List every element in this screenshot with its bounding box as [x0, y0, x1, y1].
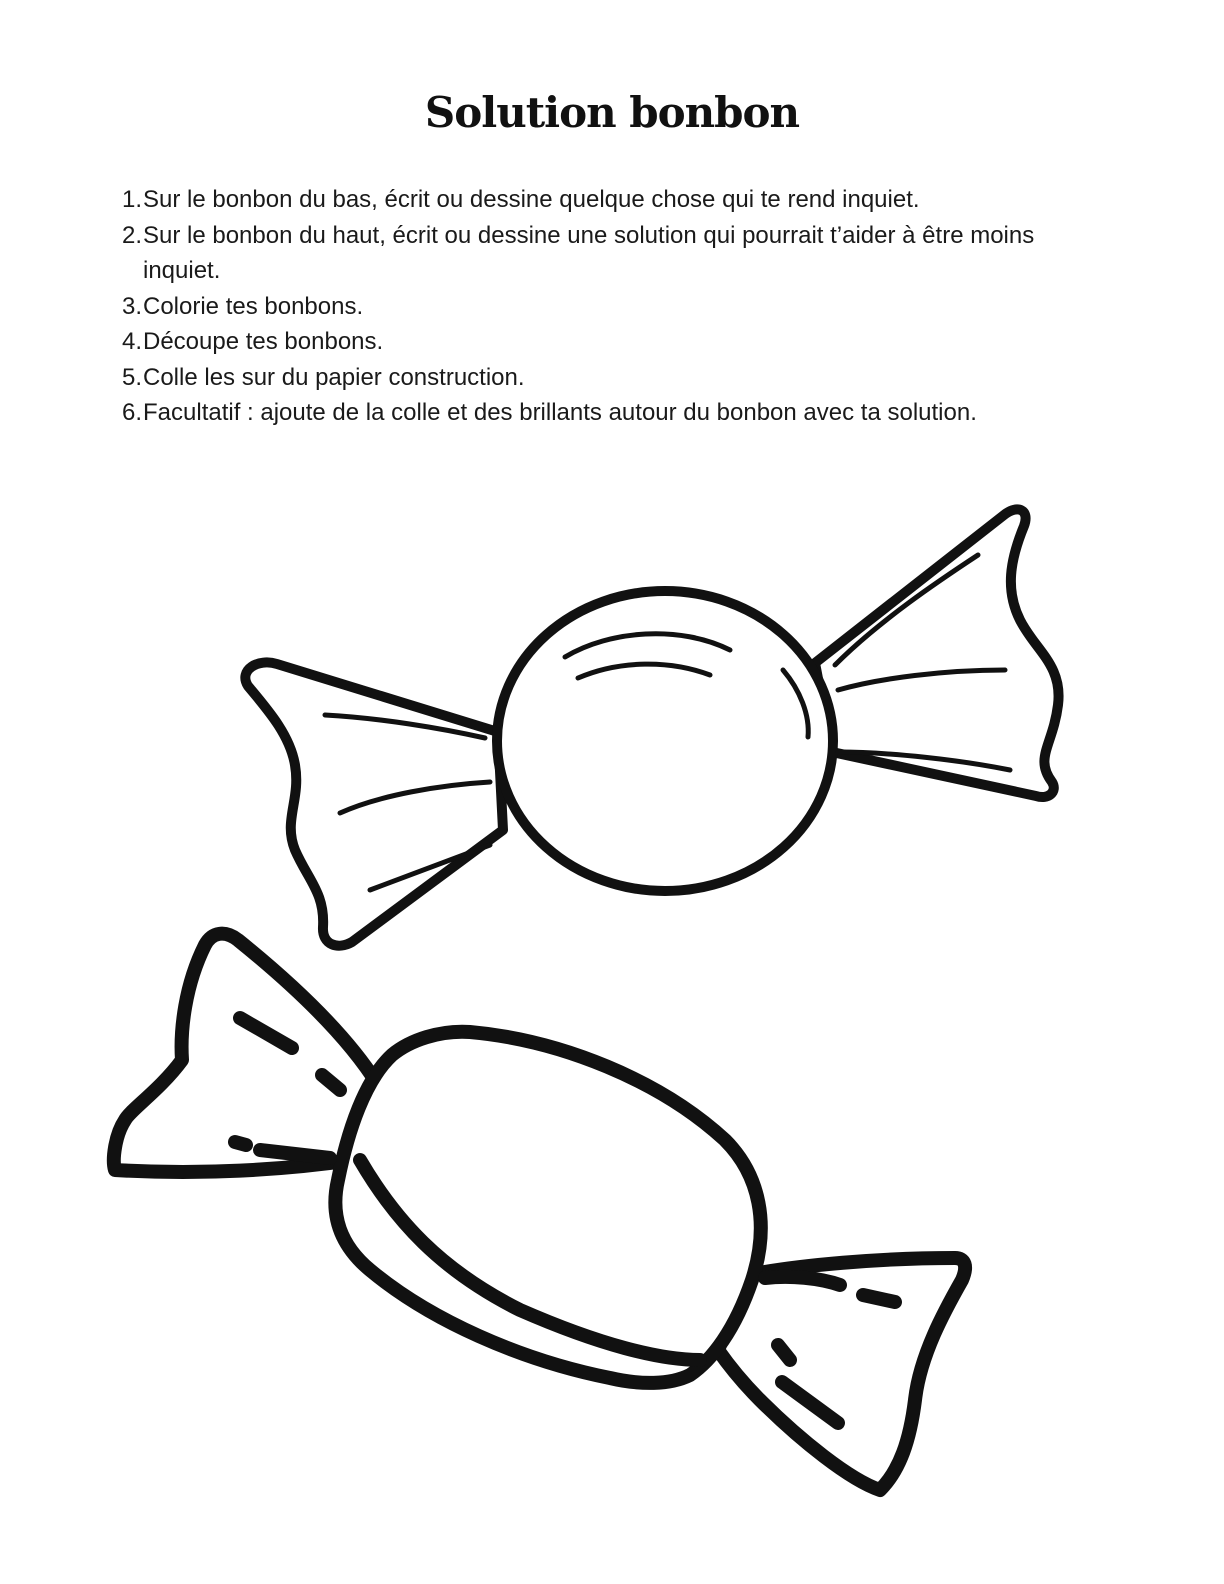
page-title: Solution bonbon	[424, 88, 800, 137]
step-number: 2.	[121, 221, 142, 249]
top-candy-icon	[245, 509, 1058, 945]
step-number: 1.	[121, 186, 142, 213]
bottom-candy-right-wrapper	[718, 1258, 965, 1490]
step-number: 4.	[121, 328, 142, 355]
step-text: Facultatif : ajoute de la colle et des brillants autour du bonbon avec ta solution.	[143, 399, 977, 426]
step-text: Découpe tes bonbons.	[143, 328, 384, 355]
step-text: Colorie tes bonbons.	[143, 292, 364, 320]
step-text: Sur le bonbon du haut, écrit ou dessine une solution qui pourrait t’aider à être moins inquiet.	[143, 221, 1035, 284]
top-candy-left-wrapper	[245, 662, 503, 945]
bottom-candy-left-wrapper	[114, 934, 378, 1172]
step-number: 3.	[121, 292, 142, 320]
step-number: 6.	[121, 399, 142, 426]
step-text: Colle les sur du papier construction.	[143, 363, 525, 391]
step-text: Sur le bonbon du bas, écrit ou dessine quelque chose qui te rend inquiet.	[143, 186, 920, 213]
step-number: 5.	[121, 363, 142, 391]
